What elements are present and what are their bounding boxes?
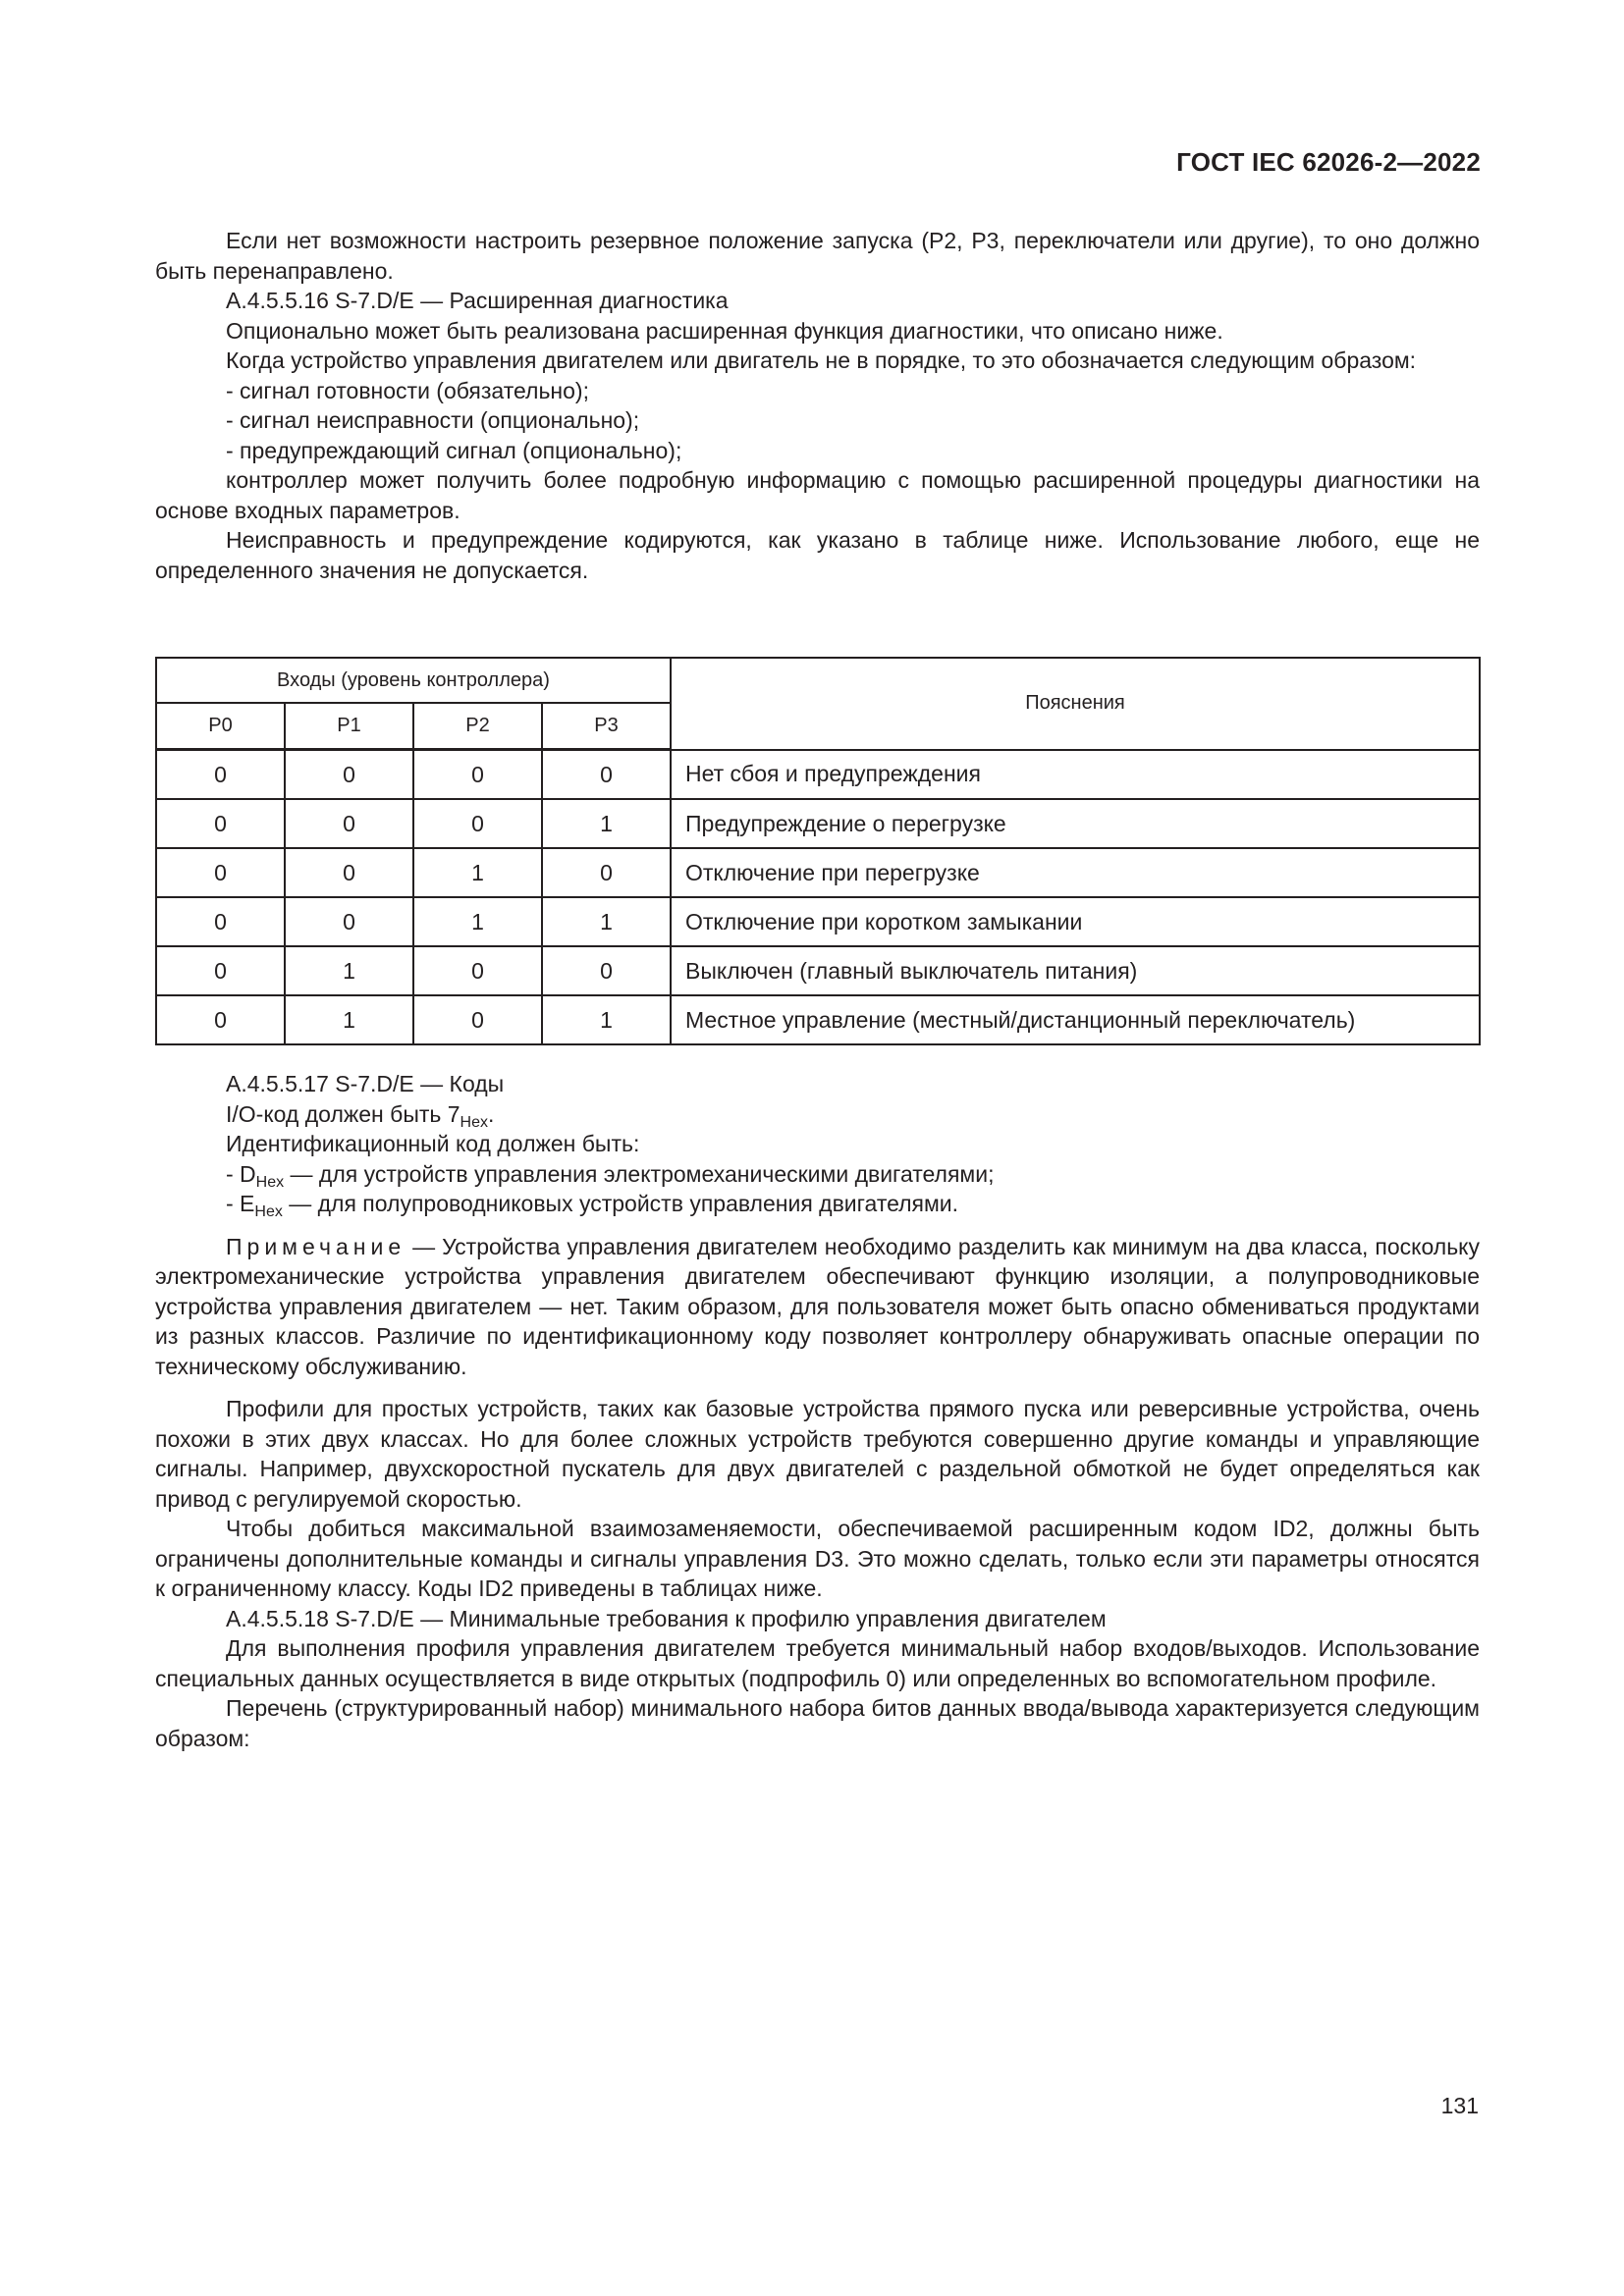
section-heading: А.4.5.5.17 S-7.D/E — Коды bbox=[226, 1071, 505, 1096]
table-cell: 1 bbox=[413, 848, 542, 897]
note-text: — Устройства управления двигателем необходимо разделить как минимум на два класса, поскольку электромеханические устройства управления двигателем обеспечивают функцию изоляции, а полупроводниковые устройства управления двигателем — нет. Таким образом, для пользователя может быть опасно обмениваться продуктами из разных классов. Различие по идентификационному коду позволяет контроллеру обнаруживать опасные операции по техническому обслуживанию. bbox=[155, 1233, 1480, 1379]
table-row bbox=[156, 799, 1480, 848]
inputs-group-header: Входы (уровень контроллера) bbox=[156, 658, 671, 703]
table-cell: 0 bbox=[542, 848, 671, 897]
table-cell: 1 bbox=[542, 799, 671, 848]
list-item-text: — для полупроводниковых устройств управления двигателями. bbox=[282, 1191, 959, 1216]
column-header: P2 bbox=[413, 703, 542, 750]
list-item bbox=[155, 1159, 1480, 1190]
table-cell: 0 bbox=[542, 750, 671, 800]
io-code-line bbox=[155, 1099, 1480, 1130]
diagnostics-table bbox=[155, 657, 1481, 1045]
table-cell: 0 bbox=[156, 897, 285, 946]
explanation-cell: Нет сбоя и предупреждения bbox=[671, 750, 1480, 800]
page-number: 131 bbox=[1440, 2093, 1479, 2118]
list-item bbox=[155, 1189, 1480, 1219]
code-letter: - E bbox=[226, 1191, 255, 1216]
table-cell: 1 bbox=[285, 946, 413, 995]
explanation-cell: Отключение при перегрузке bbox=[671, 848, 1480, 897]
table-cell: 0 bbox=[156, 995, 285, 1044]
explanation-cell: Предупреждение о перегрузке bbox=[671, 799, 1480, 848]
paragraph: Профили для простых устройств, таких как базовые устройства прямого пуска или реверсивные устройства, очень похожи в этих двух классах. Но для более сложных устройств требуются совершенно другие команды и управляющие сигналы. Например, двухскоростной пускатель для двух двигателей с раздельной обмоткой не будет определяться как привод с регулируемой скоростью. bbox=[155, 1396, 1480, 1512]
explanations-header: Пояснения bbox=[671, 658, 1480, 750]
list-item: - сигнал неисправности (опционально); bbox=[226, 407, 640, 433]
table-cell: 0 bbox=[156, 750, 285, 800]
paragraph: контроллер может получить более подробную информацию с помощью расширенной процедуры диагностики на основе входных параметров. bbox=[155, 467, 1480, 523]
standard-header: ГОСТ IEC 62026-2—2022 bbox=[1176, 147, 1481, 177]
table-cell: 0 bbox=[542, 946, 671, 995]
table-cell: 0 bbox=[156, 946, 285, 995]
note-paragraph bbox=[155, 1232, 1480, 1382]
table-cell: 1 bbox=[542, 897, 671, 946]
paragraph: Чтобы добиться максимальной взаимозаменяемости, обеспечиваемой расширенным кодом ID2, должны быть ограничены дополнительные команды и сигналы управления D3. Это можно сделать, только если эти параметры относятся к ограниченному классу. Коды ID2 приведены в таблицах ниже. bbox=[155, 1516, 1480, 1601]
table-cell: 0 bbox=[413, 799, 542, 848]
explanation-cell: Местное управление (местный/дистанционный переключатель) bbox=[671, 995, 1480, 1044]
list-item: - предупреждающий сигнал (опционально); bbox=[226, 437, 682, 463]
period: . bbox=[488, 1100, 495, 1127]
explanation-cell: Выключен (главный выключатель питания) bbox=[671, 946, 1480, 995]
table-cell: 1 bbox=[542, 995, 671, 1044]
subscript: Hex bbox=[254, 1203, 283, 1220]
table-cell: 0 bbox=[156, 799, 285, 848]
explanation-cell: Отключение при коротком замыкании bbox=[671, 897, 1480, 946]
section-heading: А.4.5.5.18 S-7.D/E — Минимальные требования к профилю управления двигателем bbox=[226, 1605, 1107, 1631]
paragraph: Когда устройство управления двигателем или двигатель не в порядке, то это обозначается следующим образом: bbox=[226, 347, 1417, 373]
table-row bbox=[156, 848, 1480, 897]
table-row bbox=[156, 946, 1480, 995]
table-row bbox=[156, 897, 1480, 946]
paragraph: Перечень (структурированный набор) минимального набора битов данных ввода/вывода характеризуется следующим образом: bbox=[155, 1695, 1480, 1751]
table-cell: 1 bbox=[413, 897, 542, 946]
subscript: Hex bbox=[255, 1173, 285, 1191]
note-label: Примечание bbox=[226, 1233, 406, 1259]
table-cell: 0 bbox=[285, 799, 413, 848]
table-cell: 0 bbox=[413, 946, 542, 995]
table-cell: 0 bbox=[285, 848, 413, 897]
list-item-text: — для устройств управления электромеханическими двигателями; bbox=[284, 1160, 995, 1187]
list-item: - сигнал готовности (обязательно); bbox=[226, 377, 589, 403]
subscript: Hex bbox=[460, 1113, 488, 1131]
section-heading: А.4.5.5.16 S-7.D/E — Расширенная диагностика bbox=[226, 288, 729, 313]
table-cell: 0 bbox=[413, 995, 542, 1044]
paragraph: Если нет возможности настроить резервное положение запуска (P2, P3, переключатели или другие), то оно должно быть перенаправлено. bbox=[155, 228, 1480, 284]
column-header: P0 bbox=[156, 703, 285, 750]
codes-section bbox=[155, 1069, 1480, 1753]
code-letter: - D bbox=[226, 1160, 256, 1187]
paragraph: Опционально может быть реализована расширенная функция диагностики, что описано ниже. bbox=[226, 317, 1223, 344]
column-header: P1 bbox=[285, 703, 413, 750]
table-cell: 1 bbox=[285, 995, 413, 1044]
table-row bbox=[156, 750, 1480, 800]
column-header: P3 bbox=[542, 703, 671, 750]
table-cell: 0 bbox=[413, 750, 542, 800]
table-cell: 0 bbox=[285, 750, 413, 800]
paragraph: Идентификационный код должен быть: bbox=[226, 1131, 640, 1156]
paragraph: Неисправность и предупреждение кодируются, как указано в таблице ниже. Использование любого, еще не определенного значения не допускается. bbox=[155, 527, 1480, 583]
table-cell: 0 bbox=[156, 848, 285, 897]
paragraph: Для выполнения профиля управления двигателем требуется минимальный набор входов/выходов. Использование специальных данных осуществляется в виде открытых (подпрофиль 0) или определенных во вспомогательном профиле. bbox=[155, 1635, 1480, 1691]
table-cell: 0 bbox=[285, 897, 413, 946]
intro-section bbox=[155, 226, 1480, 585]
io-code-text: I/O-код должен быть 7 bbox=[226, 1100, 460, 1127]
table-row bbox=[156, 995, 1480, 1044]
